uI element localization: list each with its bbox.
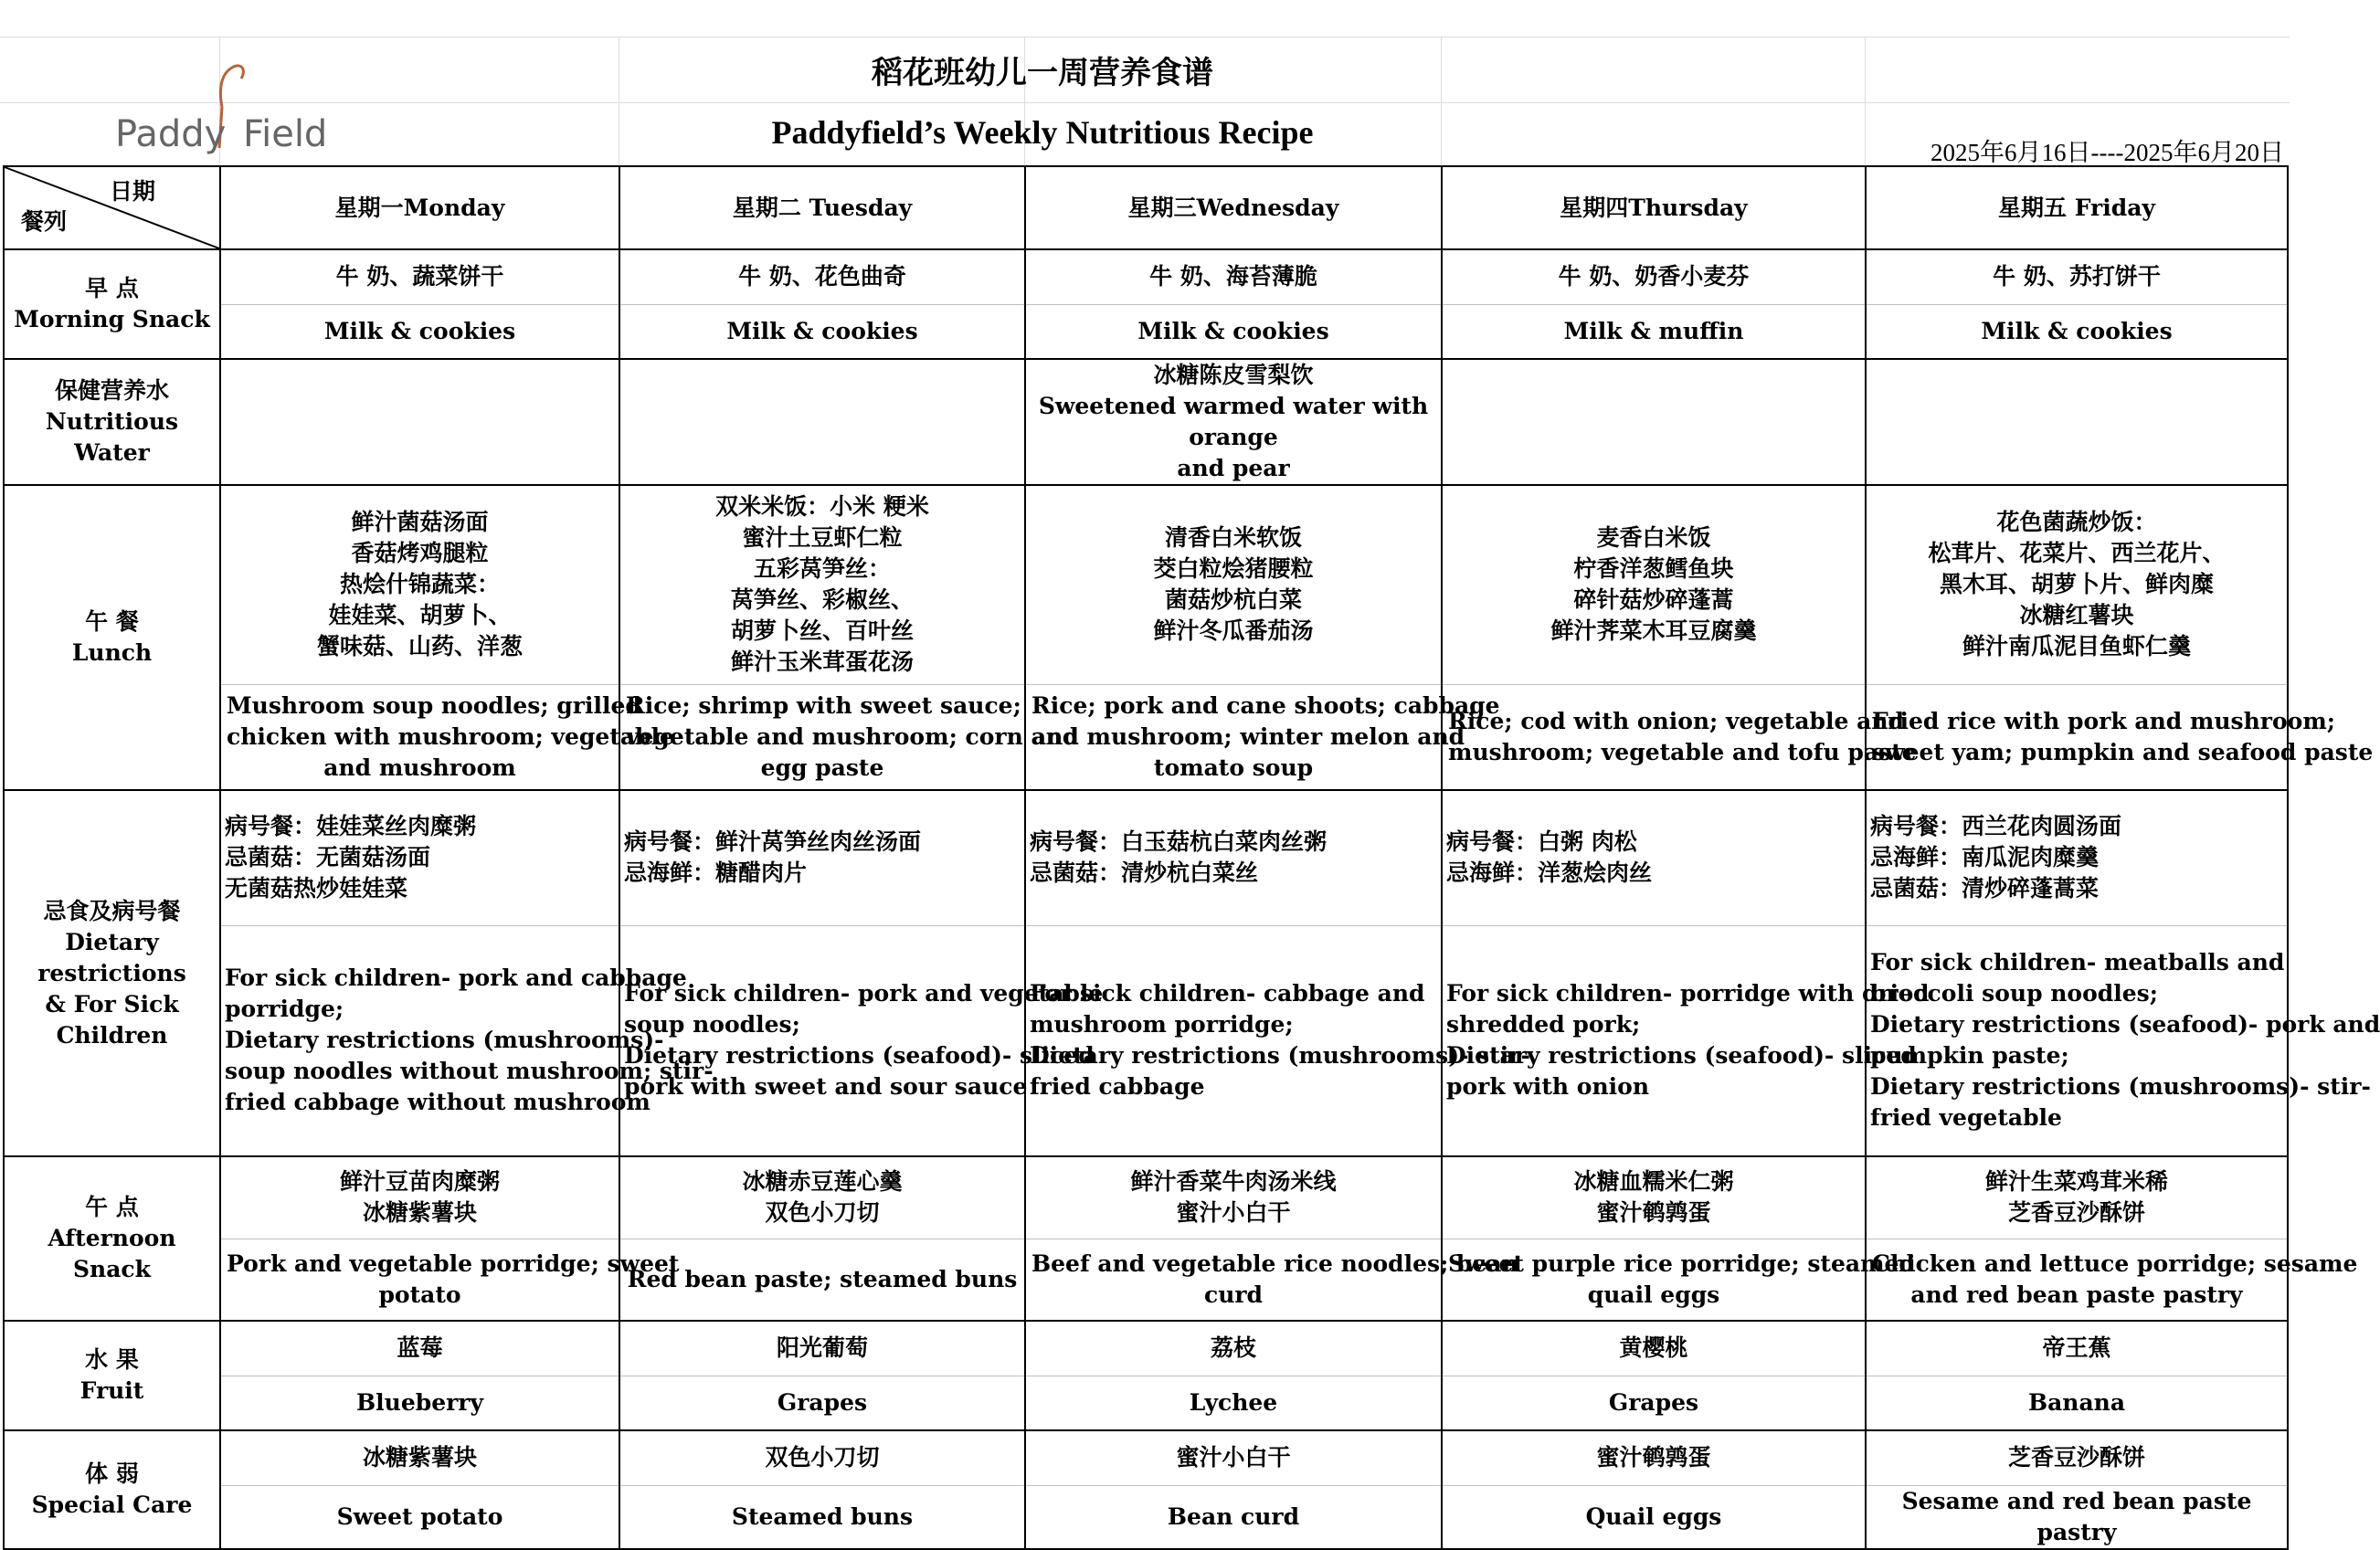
menu-line: Fried rice with pork and mushroom; xyxy=(1872,707,2336,734)
menu-cell xyxy=(1866,1239,2358,1321)
menu-cell: Milk & cookies xyxy=(1025,304,1442,359)
special-care-cn-row xyxy=(4,1430,2288,1485)
menu-line: 病号餐：白粥 肉松 xyxy=(1446,828,1637,856)
menu-cell xyxy=(1442,925,1930,1156)
menu-line: Pork and vegetable porridge; sweet xyxy=(227,1249,680,1277)
menu-cell: 冰糖紫薯块 xyxy=(220,1430,619,1485)
menu-line: 娃娃菜、胡萝卜、 xyxy=(328,602,512,629)
menu-cell: Quail eggs xyxy=(1442,1485,1866,1549)
row-label-dietary: 忌食及病号餐 Dietary restrictions & For Sick Children xyxy=(4,790,220,1156)
menu-line: 冰糖红薯块 xyxy=(2019,602,2134,629)
menu-line: porridge; xyxy=(225,996,344,1023)
menu-cell: Sesame and red bean paste pastry xyxy=(1866,1485,2288,1549)
menu-line: For sick children- cabbage and xyxy=(1030,980,1425,1007)
menu-line: fried cabbage xyxy=(1030,1073,1205,1101)
menu-line: Red bean paste; steamed buns xyxy=(627,1265,1018,1292)
menu-cell: Milk & muffin xyxy=(1442,304,1866,359)
menu-line: Beef and vegetable rice noodles; bean xyxy=(1031,1249,1518,1277)
menu-cell xyxy=(1025,1239,1518,1321)
menu-line: 鲜汁菌菇汤面 xyxy=(351,509,489,536)
menu-line: 无菌菇热炒娃娃菜 xyxy=(225,875,408,902)
menu-line: pork with sweet and sour sauce xyxy=(624,1073,1028,1101)
menu-line: 鲜汁香菜牛肉汤米线 xyxy=(1130,1168,1337,1196)
menu-cell xyxy=(1866,485,2288,684)
menu-line: Dietary restrictions (seafood)- sliced xyxy=(624,1042,1095,1070)
menu-line: tomato soup xyxy=(1153,754,1314,781)
menu-line: 胡萝卜丝、百叶丝 xyxy=(730,617,914,645)
menu-cell xyxy=(1866,1156,2288,1239)
menu-line: 蟹味菇、山药、洋葱 xyxy=(316,633,523,660)
menu-line: 松茸片、花菜片、西兰花片、 xyxy=(1928,540,2226,567)
day-header-row xyxy=(4,166,2288,249)
weekly-menu-table xyxy=(3,165,2380,1550)
menu-cell: Grapes xyxy=(1442,1376,1866,1430)
menu-line: 黑木耳、胡萝卜片、鲜肉糜 xyxy=(1939,571,2214,598)
menu-line: 鲜汁玉米茸蛋花汤 xyxy=(730,648,914,676)
menu-line: pork with onion xyxy=(1446,1073,1649,1101)
day-header: 星期二 Tuesday xyxy=(619,166,1025,249)
nutritious-water-row xyxy=(4,359,2288,485)
menu-cell xyxy=(220,684,674,790)
menu-line: 柠香洋葱鳕鱼块 xyxy=(1573,555,1734,583)
afternoon-snack-cn-row xyxy=(4,1156,2288,1239)
menu-line: 碎针菇炒碎蓬蒿 xyxy=(1573,586,1734,614)
menu-line: fried vegetable xyxy=(1870,1104,2062,1132)
menu-cell xyxy=(220,1239,680,1321)
menu-line: soup noodles without mushroom; stir- xyxy=(225,1058,714,1085)
menu-line: 清香白米软饭 xyxy=(1164,524,1302,552)
menu-cell: 阳光葡萄 xyxy=(619,1321,1025,1376)
corner-label-date: 日期 xyxy=(109,178,155,205)
menu-line: 蜜汁鹌鹑蛋 xyxy=(1596,1199,1711,1227)
menu-line: For sick children- pork and vegetable xyxy=(624,980,1104,1007)
menu-line: broccoli soup noodles; xyxy=(1870,980,2158,1007)
menu-line: 鲜汁荠菜木耳豆腐羹 xyxy=(1550,617,1757,645)
menu-line: 茭白粒烩猪腰粒 xyxy=(1153,555,1314,583)
menu-cell: 牛 奶、蔬菜饼干 xyxy=(220,249,619,304)
menu-line: 芝香豆沙酥饼 xyxy=(2007,1199,2145,1227)
menu-line: 冰糖血糯米仁粥 xyxy=(1573,1168,1734,1196)
menu-line: 蜜汁土豆虾仁粒 xyxy=(742,524,903,552)
menu-cell: 蜜汁小白干 xyxy=(1025,1430,1442,1485)
menu-line: 忌菌菇：无菌菇汤面 xyxy=(225,844,431,871)
menu-line: soup noodles; xyxy=(624,1011,800,1039)
menu-line: Mushroom soup noodles; grilled xyxy=(227,691,641,719)
day-header: 星期四Thursday xyxy=(1442,166,1866,249)
row-label-nutritious-water: 保健营养水 Nutritious Water xyxy=(4,359,220,485)
menu-cell xyxy=(220,359,619,485)
menu-line: 忌海鲜：南瓜泥肉糜羹 xyxy=(1870,844,2100,871)
menu-line: 五彩莴笋丝： xyxy=(753,555,891,583)
menu-cell: Sweet potato xyxy=(220,1485,619,1549)
menu-cell: 冰糖陈皮雪梨饮 Sweetened warmed water with orange and pear xyxy=(1025,359,1442,485)
menu-cell: Bean curd xyxy=(1025,1485,1442,1549)
menu-cell: Steamed buns xyxy=(619,1485,1025,1549)
menu-cell: 双色小刀切 xyxy=(619,1430,1025,1485)
menu-cell: 芝香豆沙酥饼 xyxy=(1866,1430,2288,1485)
row-label-fruit: 水 果 Fruit xyxy=(4,1321,220,1430)
menu-cell xyxy=(1025,925,1530,1156)
logo-text: Paddy xyxy=(115,113,227,155)
menu-line: 忌菌菇：清炒碎蓬蒿菜 xyxy=(1870,875,2100,902)
menu-line: mushroom porridge; xyxy=(1030,1011,1294,1039)
menu-line: Dietary restrictions (mushrooms)- xyxy=(225,1027,664,1054)
morning-snack-en-row xyxy=(4,304,2288,359)
menu-cell: Milk & cookies xyxy=(220,304,619,359)
menu-cell xyxy=(1866,925,2380,1156)
menu-line: and mushroom xyxy=(323,754,516,781)
menu-cell xyxy=(1025,790,1442,925)
menu-cell xyxy=(1442,790,1866,925)
morning-snack-row xyxy=(4,249,2288,304)
row-label-afternoon-snack: 午 点 Afternoon Snack xyxy=(4,1156,220,1321)
menu-line: 鲜汁冬瓜番茄汤 xyxy=(1153,617,1314,645)
menu-cell: Blueberry xyxy=(220,1376,619,1430)
menu-cell xyxy=(1025,684,1500,790)
menu-line: 病号餐：娃娃菜丝肉糜粥 xyxy=(225,813,477,840)
menu-line: 病号餐：白玉菇杭白菜肉丝粥 xyxy=(1030,828,1328,856)
menu-line: Rice; shrimp with sweet sauce; xyxy=(626,691,1021,719)
menu-line: For sick children- pork and cabbage xyxy=(225,965,687,992)
menu-cell xyxy=(1442,684,1917,790)
menu-line: 鲜汁南瓜泥目鱼虾仁羹 xyxy=(1962,633,2191,660)
menu-cell: Lychee xyxy=(1025,1376,1442,1430)
menu-line: potato xyxy=(378,1281,461,1308)
menu-line: Rice; pork and cane shoots; cabbage xyxy=(1031,691,1500,719)
menu-line: 冰糖紫薯块 xyxy=(362,1199,477,1227)
menu-cell: 牛 奶、苏打饼干 xyxy=(1866,249,2288,304)
menu-line: 花色菌蔬炒饭： xyxy=(1996,509,2157,536)
menu-cell xyxy=(220,1156,619,1239)
menu-cell xyxy=(1442,1239,1915,1321)
menu-line: fried cabbage without mushroom xyxy=(225,1089,651,1116)
menu-line: 热烩什锦蔬菜： xyxy=(339,571,500,598)
menu-cell xyxy=(1025,1156,1442,1239)
menu-cell: Grapes xyxy=(619,1376,1025,1430)
menu-cell xyxy=(619,1239,1025,1321)
dietary-en-row xyxy=(4,925,2288,1156)
menu-line: 蜜汁小白干 xyxy=(1176,1199,1291,1227)
menu-cell: 黄樱桃 xyxy=(1442,1321,1866,1376)
menu-line: and red bean paste pastry xyxy=(1910,1281,2243,1308)
menu-cell xyxy=(619,359,1025,485)
menu-line: 麦香白米饭 xyxy=(1596,524,1711,552)
day-header: 星期一Monday xyxy=(220,166,619,249)
menu-line: Dietary restrictions (mushrooms)- stir- xyxy=(1030,1042,1530,1070)
dietary-cn-row xyxy=(4,790,2288,925)
menu-line: 鲜汁生菜鸡茸米稀 xyxy=(1984,1168,2168,1196)
afternoon-snack-en-row xyxy=(4,1239,2288,1321)
menu-line: 忌海鲜：糖醋肉片 xyxy=(624,859,808,887)
menu-line: Dietary restrictions (seafood)- sliced xyxy=(1446,1042,1917,1070)
menu-line: 菌菇炒杭白菜 xyxy=(1164,586,1302,614)
menu-line: Dietary restrictions (seafood)- pork and xyxy=(1870,1011,2380,1039)
corner-label-meal: 餐列 xyxy=(21,208,68,235)
lunch-en-row xyxy=(4,684,2288,790)
row-label-lunch: 午 餐 Lunch xyxy=(4,485,220,790)
menu-line: egg paste xyxy=(760,754,884,781)
date-range: 2025年6月16日----2025年6月20日 xyxy=(1930,139,2284,166)
menu-line: sweet yam; pumpkin and seafood paste xyxy=(1872,738,2374,765)
menu-cell xyxy=(619,684,1079,790)
lunch-cn-row xyxy=(4,485,2288,684)
special-care-en-row xyxy=(4,1485,2288,1549)
fruit-cn-row xyxy=(4,1321,2288,1376)
menu-cell xyxy=(1442,359,1866,485)
menu-line: 香菇烤鸡腿粒 xyxy=(351,540,489,567)
menu-line: pumpkin paste; xyxy=(1870,1042,2069,1070)
menu-line: Chicken and lettuce porridge; sesame xyxy=(1872,1249,2358,1277)
menu-cell xyxy=(619,925,1104,1156)
menu-cell xyxy=(220,925,714,1156)
menu-cell xyxy=(1025,485,1442,684)
menu-cell xyxy=(1866,684,2374,790)
menu-line: and mushroom; winter melon and xyxy=(1031,722,1465,750)
menu-line: 病号餐：西兰花肉圆汤面 xyxy=(1870,813,2122,840)
menu-line: 冰糖赤豆莲心羹 xyxy=(742,1168,903,1196)
menu-line: curd xyxy=(1203,1281,1264,1308)
menu-line: shredded pork; xyxy=(1446,1011,1641,1039)
fruit-en-row xyxy=(4,1376,2288,1430)
menu-line: 病号餐：鲜汁莴笋丝肉丝汤面 xyxy=(624,828,922,856)
menu-cell xyxy=(619,485,1025,684)
menu-line: 双米米饭：小米 粳米 xyxy=(715,493,929,521)
menu-line: 双色小刀切 xyxy=(765,1199,880,1227)
corner-cell xyxy=(4,166,220,249)
menu-cell xyxy=(1866,790,2288,925)
menu-cell xyxy=(220,790,619,925)
menu-cell: 蓝莓 xyxy=(220,1321,619,1376)
menu-cell xyxy=(1442,485,1866,684)
menu-line: 忌菌菇：清炒杭白菜丝 xyxy=(1030,859,1259,887)
menu-cell xyxy=(1866,359,2288,485)
menu-line: 莴笋丝、彩椒丝、 xyxy=(730,586,914,614)
page-title-chinese: 稻花班幼儿一周营养食谱 xyxy=(872,55,1213,91)
svg-text:Field: Field xyxy=(243,113,328,155)
menu-cell: 牛 奶、奶香小麦芬 xyxy=(1442,249,1866,304)
day-header: 星期五 Friday xyxy=(1866,166,2288,249)
menu-cell: Milk & cookies xyxy=(1866,304,2288,359)
menu-line: For sick children- meatballs and xyxy=(1870,949,2285,976)
menu-cell xyxy=(619,1156,1025,1239)
menu-line: 忌海鲜：洋葱烩肉丝 xyxy=(1446,859,1653,887)
menu-cell: 蜜汁鹌鹑蛋 xyxy=(1442,1430,1866,1485)
menu-line: vegetable and mushroom; corn and xyxy=(626,722,1079,750)
menu-line: For sick children- porridge with dried xyxy=(1446,980,1930,1007)
menu-line: Sweet purple rice porridge; steamed xyxy=(1448,1249,1915,1277)
menu-line: Dietary restrictions (mushrooms)- stir- xyxy=(1870,1073,2371,1101)
row-label-special-care: 体 弱 Special Care xyxy=(4,1430,220,1549)
menu-cell xyxy=(1442,1156,1866,1239)
menu-cell xyxy=(220,485,619,684)
menu-line: Rice; cod with onion; vegetable and xyxy=(1448,707,1904,734)
day-header: 星期三Wednesday xyxy=(1025,166,1442,249)
menu-cell: Banana xyxy=(1866,1376,2288,1430)
menu-cell: 牛 奶、海苔薄脆 xyxy=(1025,249,1442,304)
page-title-english: Paddyfield’s Weekly Nutritious Recipe xyxy=(771,114,1314,151)
menu-cell: 帝王蕉 xyxy=(1866,1321,2288,1376)
menu-line: mushroom; vegetable and tofu paste xyxy=(1448,738,1917,765)
menu-cell xyxy=(619,790,1025,925)
row-label-morning-snack: 早 点 Morning Snack xyxy=(4,249,220,359)
menu-line: chicken with mushroom; vegetable xyxy=(227,722,674,750)
menu-cell: 荔枝 xyxy=(1025,1321,1442,1376)
menu-cell: Milk & cookies xyxy=(619,304,1025,359)
menu-line: quail eggs xyxy=(1587,1281,1720,1308)
menu-cell: 牛 奶、花色曲奇 xyxy=(619,249,1025,304)
menu-line: 鲜汁豆苗肉糜粥 xyxy=(339,1168,500,1196)
